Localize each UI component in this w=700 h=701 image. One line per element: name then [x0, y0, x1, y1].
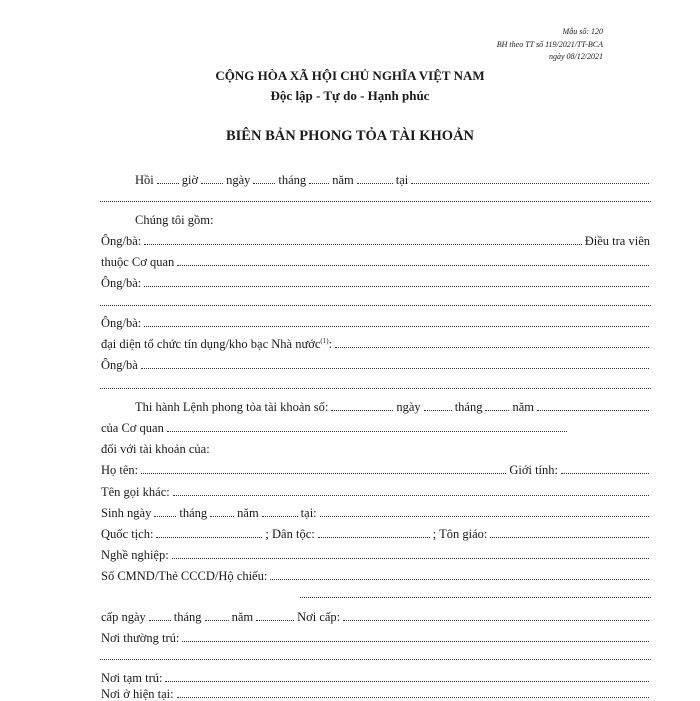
participant-2-row — [100, 273, 651, 290]
order-day-field[interactable] — [424, 409, 452, 411]
birth-year-field[interactable] — [262, 515, 298, 517]
label-order-ngay: ngày — [396, 400, 421, 414]
nationality-row — [100, 524, 651, 541]
day-field[interactable] — [201, 182, 223, 184]
label-ongba: Ông/bà: — [101, 316, 142, 330]
temporary-address-row — [100, 668, 651, 685]
participant-2-field[interactable] — [144, 285, 649, 287]
footnote-mark: (1) — [320, 336, 329, 345]
label-gioi-tinh: Giới tính: — [509, 463, 558, 477]
bank-representative-label: đại diện tổ chức tín dụng/kho bạc Nhà nước — [101, 337, 321, 351]
label-birth-tai: tại: — [300, 506, 317, 520]
occupation-row — [100, 545, 651, 562]
label-ho-ten: Họ tên: — [101, 463, 139, 477]
order-year-field[interactable] — [537, 409, 649, 411]
participant-4-row — [100, 355, 651, 372]
national-motto: Độc lập - Tự do - Hạnh phúc — [270, 88, 430, 103]
form-date: ngày 08/12/2021 — [549, 52, 603, 61]
participant-4-field-continued[interactable] — [100, 388, 651, 389]
order-month-field[interactable] — [485, 409, 509, 411]
form-reference — [497, 26, 603, 64]
birth-place-field[interactable] — [320, 515, 649, 517]
participants-intro-row — [100, 210, 651, 227]
alias-field[interactable] — [173, 494, 649, 496]
bank-field[interactable] — [335, 346, 649, 348]
investigator-row — [100, 231, 651, 248]
alias-row — [100, 482, 651, 499]
order-number-field[interactable] — [331, 409, 393, 411]
current-address-row — [100, 684, 651, 701]
label-dan-toc: ; Dân tộc: — [265, 527, 315, 541]
issue-month-field[interactable] — [205, 619, 229, 621]
month-field[interactable] — [309, 182, 329, 184]
label-nghe-nghiep: Nghề nghiệp: — [101, 548, 169, 562]
label-cua-co-quan: của Cơ quan — [101, 421, 164, 435]
birth-day-field[interactable] — [154, 515, 176, 517]
full-name-row — [100, 460, 651, 477]
place-field[interactable] — [411, 182, 649, 184]
label-sinh-ngay: Sinh ngày — [101, 506, 152, 520]
label-nam: năm — [332, 173, 354, 187]
agency-field[interactable] — [177, 264, 649, 266]
year-field[interactable] — [357, 182, 393, 184]
account-owner-intro-row — [100, 439, 651, 456]
participant-2-field-continued[interactable] — [100, 305, 651, 306]
issue-day-field[interactable] — [149, 619, 171, 621]
occupation-field[interactable] — [172, 557, 649, 559]
religion-field[interactable] — [490, 536, 649, 538]
hour-field[interactable] — [157, 182, 179, 184]
label-dieu-tra-vien: Điều tra viên — [584, 234, 650, 248]
participants-intro: Chúng tôi gồm: — [135, 213, 214, 227]
birth-row — [100, 503, 651, 520]
account-owner-intro: đối với tài khoản của: — [101, 442, 210, 456]
label-order-nam: năm — [512, 400, 534, 414]
bank-representative-row — [100, 334, 651, 351]
permanent-address-row — [100, 628, 651, 645]
investigator-name-field[interactable] — [144, 243, 581, 245]
id-number-field-continued[interactable] — [300, 597, 651, 598]
id-number-field[interactable] — [270, 578, 649, 580]
label-issue-thang: tháng — [173, 610, 202, 624]
label-thang: tháng — [278, 173, 307, 187]
national-name: CỘNG HÒA XÃ HỘI CHỦ NGHĨA VIỆT NAM — [215, 68, 485, 83]
birth-month-field[interactable] — [210, 515, 234, 517]
time-place-row — [100, 170, 651, 187]
current-address-field[interactable] — [177, 696, 649, 698]
label-birth-nam: năm — [237, 506, 259, 520]
issue-year-field[interactable] — [256, 619, 294, 621]
label-ongba: Ông/bà: — [101, 234, 142, 248]
label-thuoc-co-quan: thuộc Cơ quan — [101, 255, 175, 269]
participant-3-field[interactable] — [144, 325, 649, 327]
document-title: BIÊN BẢN PHONG TỎA TÀI KHOẢN — [225, 128, 475, 144]
label-hoi: Hồi — [135, 173, 154, 187]
label-order-thang: tháng — [454, 400, 483, 414]
label-birth-thang: tháng — [179, 506, 208, 520]
id-issue-row — [100, 607, 651, 624]
date-field[interactable] — [253, 182, 275, 184]
full-name-field[interactable] — [141, 472, 506, 474]
form-circular: BH theo TT số 119/2021/TT-BCA — [496, 39, 603, 49]
label-ten-goi-khac: Tên gọi khác: — [101, 485, 170, 499]
issue-place-field[interactable] — [343, 619, 649, 621]
label-noi-o-hien-tai: Nơi ở hiện tại: — [101, 687, 174, 701]
label-noi-cap: Nơi cấp: — [297, 610, 341, 624]
order-row — [100, 397, 651, 414]
id-number-row — [100, 566, 651, 583]
permanent-address-field[interactable] — [182, 640, 649, 642]
participant-4-field[interactable] — [141, 367, 649, 369]
permanent-address-field-continued[interactable] — [100, 659, 651, 660]
label-ongba: Ông/bà: — [101, 276, 142, 290]
label-thi-hanh: Thi hành Lệnh phong tỏa tài khoản số: — [135, 400, 329, 414]
label-quoc-tich: Quốc tịch: — [101, 527, 154, 541]
agency-row — [100, 252, 651, 269]
participant-3-row — [100, 313, 651, 330]
order-agency-field[interactable] — [167, 430, 567, 432]
ethnicity-field[interactable] — [318, 536, 430, 538]
colon: : — [328, 337, 333, 351]
nationality-field[interactable] — [156, 536, 262, 538]
label-issue-nam: năm — [231, 610, 254, 624]
label-cap-ngay: cấp ngày — [101, 610, 146, 624]
label-ongba-plain: Ông/bà — [101, 358, 138, 372]
label-tai: tại — [395, 173, 409, 187]
place-field-continued[interactable] — [100, 201, 651, 202]
label-gio: giờ — [181, 173, 199, 187]
label-noi-thuong-tru: Nơi thường trú: — [101, 631, 180, 645]
label-dai-dien — [100, 334, 333, 351]
gender-field[interactable] — [561, 472, 649, 474]
label-noi-tam-tru: Nơi tạm trú: — [101, 671, 163, 685]
temporary-address-field[interactable] — [165, 680, 649, 682]
order-agency-row — [100, 418, 651, 435]
label-so-giay-to: Số CMND/Thẻ CCCD/Hộ chiếu: — [101, 569, 268, 583]
form-number: Mẫu số: 120 — [562, 27, 603, 36]
label-ton-giao: ; Tôn giáo: — [432, 527, 488, 541]
label-ngay: ngày — [226, 173, 251, 187]
